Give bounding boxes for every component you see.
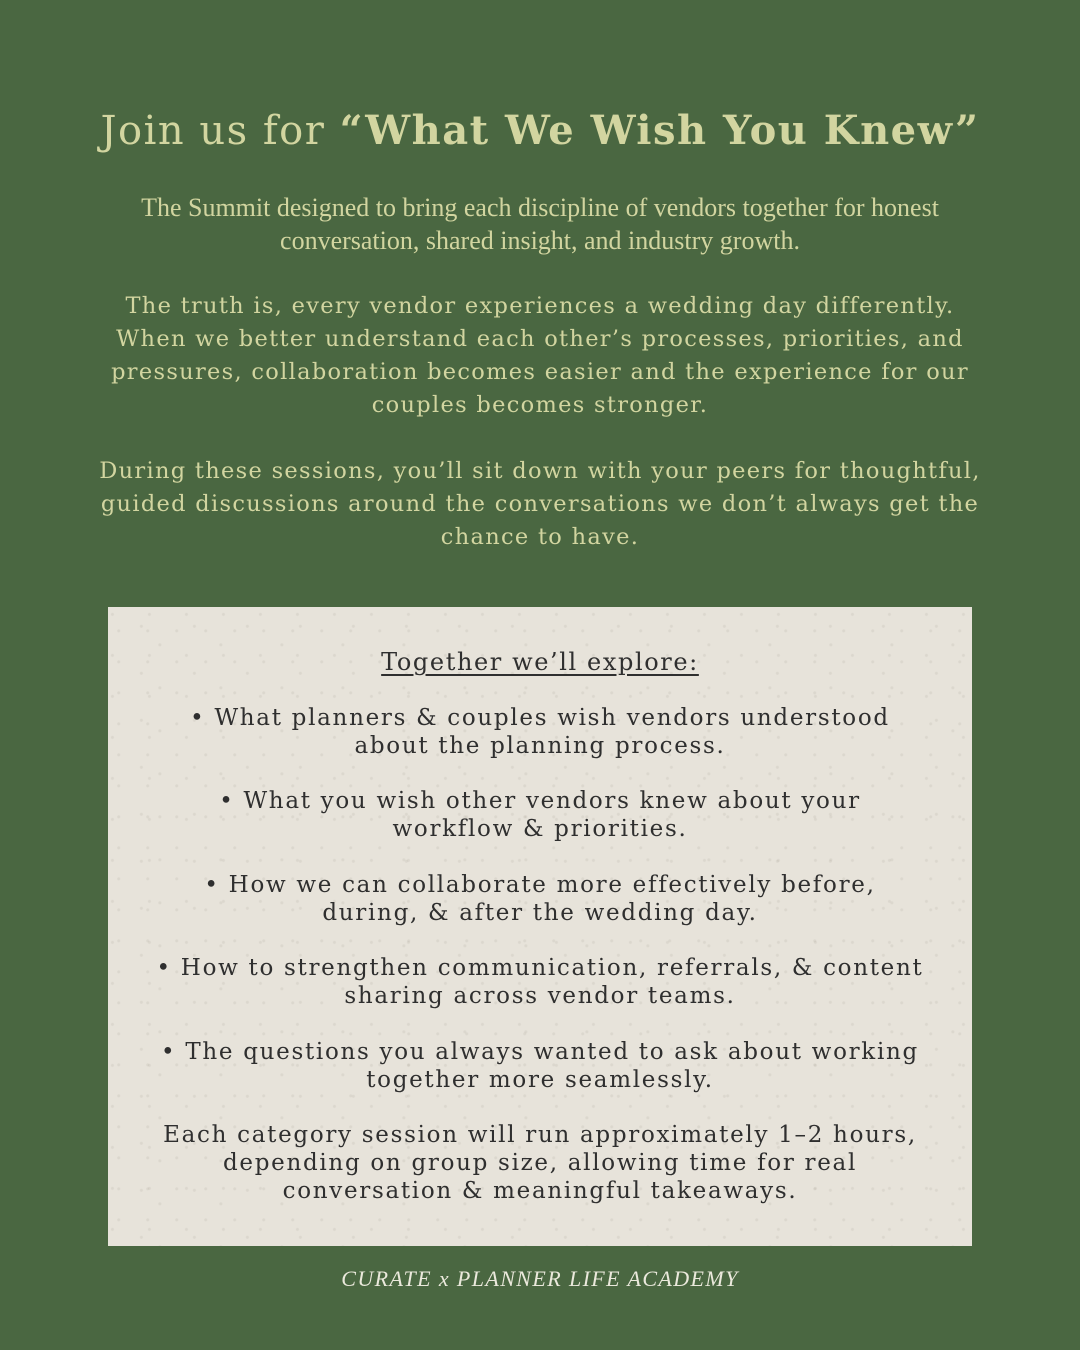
page-title-emphasis: “What We Wish You Knew” [339, 107, 980, 154]
list-item [128, 954, 952, 1010]
list-item [128, 871, 952, 927]
page-title-prefix: Join us for [100, 108, 340, 154]
explore-heading-text: Together we’ll explore: [381, 648, 699, 676]
intro-summary: The Summit designed to bring each discipline of vendors together for honest conversation, shared insight, and industry growth. [141, 193, 939, 255]
list-item-line: workflow & priorities. [392, 816, 688, 842]
list-item-line: • The questions you always wanted to ask about working [161, 1039, 919, 1065]
explore-card [108, 607, 972, 1246]
explore-heading [108, 647, 972, 677]
list-item-line: • How we can collaborate more effectively before, [204, 872, 876, 898]
list-item-line: • What planners & couples wish vendors understood [190, 705, 890, 731]
page-title [0, 104, 1080, 158]
closing-line: conversation & meaningful takeaways. [282, 1178, 798, 1204]
closing-line: depending on group size, allowing time for real [222, 1150, 858, 1176]
footer-credit: CURATE x PLANNER LIFE ACADEMY [341, 1266, 739, 1291]
list-item [128, 787, 952, 843]
list-item [128, 1038, 952, 1094]
list-item-line: during, & after the wedding day. [322, 900, 758, 926]
list-item-line: • How to strengthen communication, referrals, & content [156, 955, 924, 981]
closing-line: Each category session will run approximately 1–2 hours, [163, 1122, 917, 1148]
intro-paragraph-truth: The truth is, every vendor experiences a wedding day differently. When we better understand each other’s processes, priorities, and pressures, collaboration becomes easier and the experience for our couples becomes stronger. [111, 293, 969, 418]
intro-paragraph-sessions: During these sessions, you’ll sit down with your peers for thoughtful, guided discussions around the conversations we don’t always get the chance to have. [99, 458, 981, 550]
list-item-line: together more seamlessly. [366, 1067, 714, 1093]
list-item [128, 704, 952, 760]
session-duration-note [128, 1121, 952, 1205]
list-item-line: sharing across vendor teams. [344, 983, 736, 1009]
list-item-line: • What you wish other vendors knew about your [219, 788, 861, 814]
list-item-line: about the planning process. [354, 733, 726, 759]
